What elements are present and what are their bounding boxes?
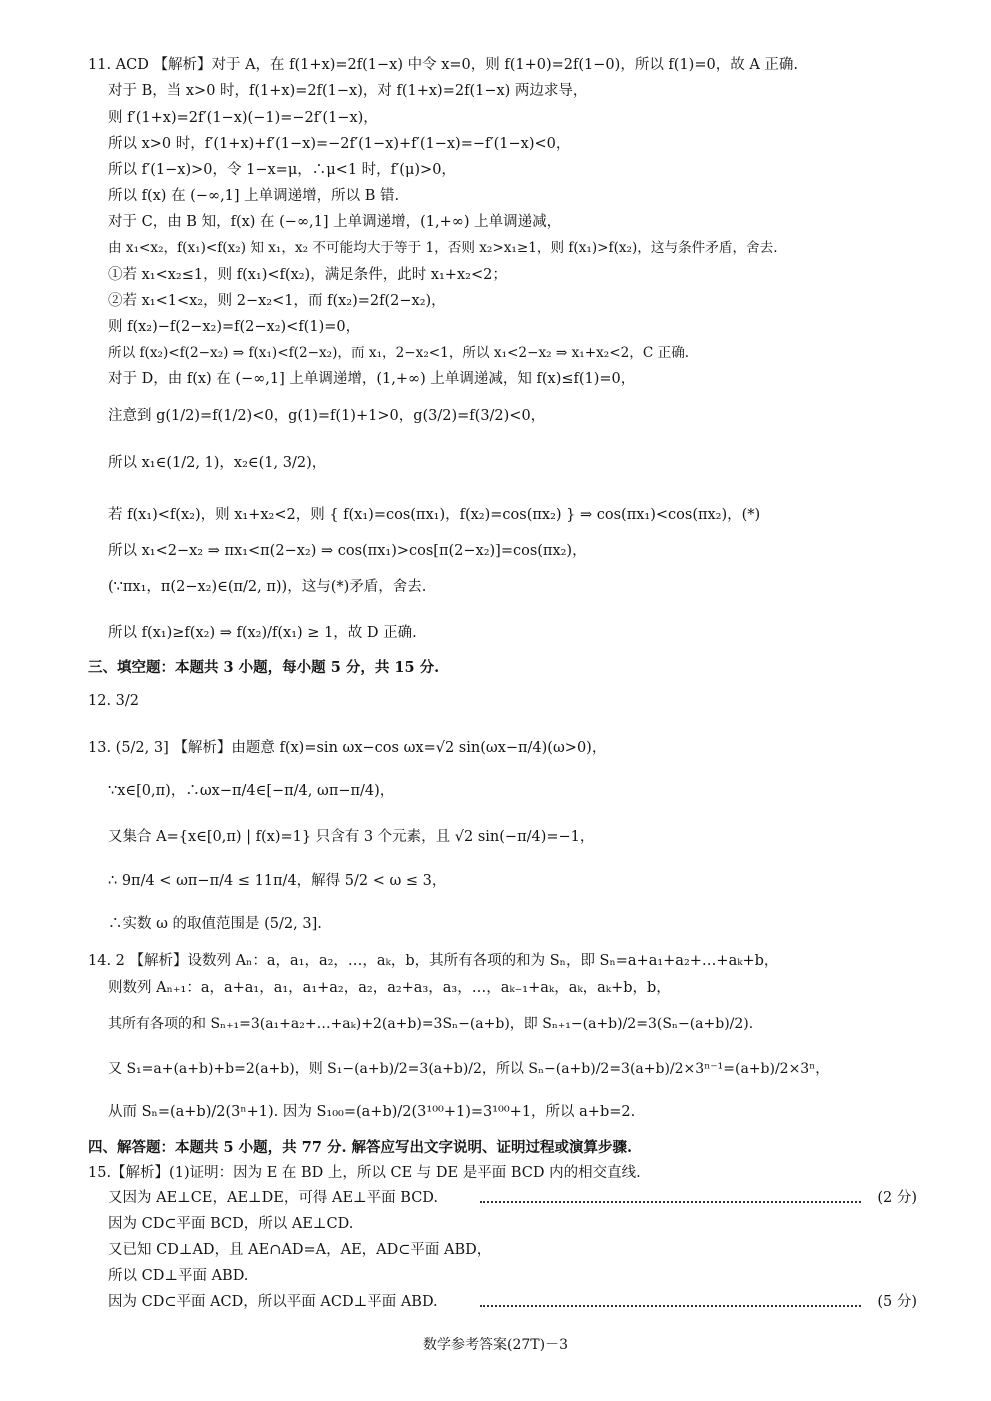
q14-head: 14. 2 【解析】设数列 Aₙ：a，a₁，a₂，…，aₖ，b，其所有各项的和为 Sₙ，即 Sₙ=a+a₁+a₂+…+aₖ+b， xyxy=(88,953,779,969)
leader-dots xyxy=(480,1305,861,1307)
q11-line: 对于 C，由 B 知，f(x) 在 (−∞,1] 上单调递增，(1,+∞) 上单调递减， xyxy=(108,214,562,230)
q13-line: ∵x∈[0,π)，∴ωx−π/4∈[−π/4, ωπ−π/4)， xyxy=(108,783,395,799)
leader-dots xyxy=(480,1201,861,1203)
q14-line: 其所有各项的和 Sₙ₊₁=3(a₁+a₂+…+aₖ)+2(a+b)=3Sₙ−(a+b)，即 Sₙ₊₁−(a+b)/2=3(Sₙ−(a+b)/2). xyxy=(108,1016,754,1032)
q13-head: 13. (5/2, 3] 【解析】由题意 f(x)=sin ωx−cos ωx=√2 sin(ωx−π/4)(ω>0)， xyxy=(88,740,607,756)
q11-line: 由 x₁<x₂，f(x₁)<f(x₂) 知 x₁，x₂ 不可能均大于等于 1，否则 x₂>x₁≥1，则 f(x₁)>f(x₂)，这与条件矛盾，舍去. xyxy=(108,240,778,256)
q11-line: 注意到 g(1/2)=f(1/2)<0，g(1)=f(1)+1>0，g(3/2)=f(3/2)<0， xyxy=(108,408,546,424)
q12-answer: 12. 3/2 xyxy=(88,693,140,709)
q13-line: ∴ 9π/4 < ωπ−π/4 ≤ 11π/4，解得 5/2 < ω ≤ 3， xyxy=(108,873,447,889)
score-label: (5 分) xyxy=(877,1294,917,1310)
q15-line: 所以 CD⊥平面 ABD. xyxy=(108,1268,249,1284)
q14-line: 从而 Sₙ=(a+b)/2(3ⁿ+1). 因为 S₁₀₀=(a+b)/2(3¹⁰⁰+1)=3¹⁰⁰+1，所以 a+b=2. xyxy=(108,1104,636,1120)
q15-line: 因为 CD⊂平面 ACD，所以平面 ACD⊥平面 ABD. xyxy=(108,1294,438,1310)
q11-line: 则 f(x₂)−f(2−x₂)=f(2−x₂)<f(1)=0， xyxy=(108,319,361,335)
q11-line: 所以 f′(1−x)>0，令 1−x=μ，∴μ<1 时，f′(μ)>0， xyxy=(108,162,456,178)
score-label: (2 分) xyxy=(877,1190,917,1206)
section-title: 三、填空题：本题共 3 小题，每小题 5 分，共 15 分. xyxy=(88,659,440,676)
q13-line: ∴实数 ω 的取值范围是 (5/2, 3]. xyxy=(108,916,322,932)
q11-line: 所以 x₁<2−x₂ ⇒ πx₁<π(2−x₂) ⇒ cos(πx₁)>cos[π(2−x₂)]=cos(πx₂)， xyxy=(108,543,587,559)
q11-line: 所以 x₁∈(1/2, 1)，x₂∈(1, 3/2)， xyxy=(108,455,327,471)
q11-line: 所以 f(x₁)≥f(x₂) ⇒ f(x₂)/f(x₁) ≥ 1，故 D 正确. xyxy=(108,625,417,641)
q13-line: 又集合 A={x∈[0,π) | f(x)=1} 只含有 3 个元素，且 √2 sin(−π/4)=−1， xyxy=(108,829,595,845)
q11-head: 11. ACD 【解析】对于 A，在 f(1+x)=2f(1−x) 中令 x=0，则 f(1+0)=2f(1−0)，所以 f(1)=0，故 A 正确. xyxy=(88,57,799,73)
q11-line: 若 f(x₁)<f(x₂)，则 x₁+x₂<2，则 { f(x₁)=cos(πx₁)，f(x₂)=cos(πx₂) } ⇒ cos(πx₁)<cos(πx₂)，(*) xyxy=(108,507,761,523)
q11-line: 所以 f(x) 在 (−∞,1] 上单调递增，所以 B 错. xyxy=(108,188,400,204)
q11-line: ②若 x₁<1<x₂，则 2−x₂<1，而 f(x₂)=2f(2−x₂)， xyxy=(108,293,446,309)
q15-line: 又已知 CD⊥AD，且 AE∩AD=A，AE，AD⊂平面 ABD， xyxy=(108,1242,492,1258)
q11-line: 则 f′(1+x)=2f′(1−x)(−1)=−2f′(1−x)， xyxy=(108,110,378,126)
q11-line: (∵πx₁，π(2−x₂)∈(π/2, π))，这与(*)矛盾，舍去. xyxy=(108,579,427,595)
q11-line: 所以 x>0 时，f′(1+x)+f′(1−x)=−2f′(1−x)+f′(1−x)=−f′(1−x)<0， xyxy=(108,136,571,152)
q15-line: 因为 CD⊂平面 BCD，所以 AE⊥CD. xyxy=(108,1216,354,1232)
q15-head: 15.【解析】(1)证明：因为 E 在 BD 上，所以 CE 与 DE 是平面 BCD 内的相交直线. xyxy=(88,1165,641,1181)
q14-line: 则数列 Aₙ₊₁：a，a+a₁，a₁，a₁+a₂，a₂，a₂+a₃，a₃，…，aₖ₋₁+aₖ，aₖ，aₖ+b，b， xyxy=(108,980,671,996)
q11-line: ①若 x₁<x₂≤1，则 f(x₁)<f(x₂)，满足条件，此时 x₁+x₂<2； xyxy=(108,267,507,283)
q11-line: 所以 f(x₂)<f(2−x₂) ⇒ f(x₁)<f(2−x₂)，而 x₁，2−x₂<1，所以 x₁<2−x₂ ⇒ x₁+x₂<2，C 正确. xyxy=(108,345,690,361)
section-title: 四、解答题：本题共 5 小题，共 77 分. 解答应写出文字说明、证明过程或演算步骤. xyxy=(88,1139,633,1156)
q11-line: 对于 B，当 x>0 时，f(1+x)=2f(1−x)，对 f(1+x)=2f(1−x) 两边求导， xyxy=(108,83,588,99)
q14-line: 又 S₁=a+(a+b)+b=2(a+b)，则 S₁−(a+b)/2=3(a+b)/2，所以 Sₙ−(a+b)/2=3(a+b)/2×3ⁿ⁻¹=(a+b)/2×3ⁿ， xyxy=(108,1061,830,1077)
q15-line: 又因为 AE⊥CE，AE⊥DE，可得 AE⊥平面 BCD. xyxy=(108,1190,439,1206)
page-footer: 数学参考答案(27T)－3 xyxy=(423,1337,568,1353)
q11-line: 对于 D，由 f(x) 在 (−∞,1] 上单调递增，(1,+∞) 上单调递减，知 f(x)≤f(1)=0， xyxy=(108,371,636,387)
